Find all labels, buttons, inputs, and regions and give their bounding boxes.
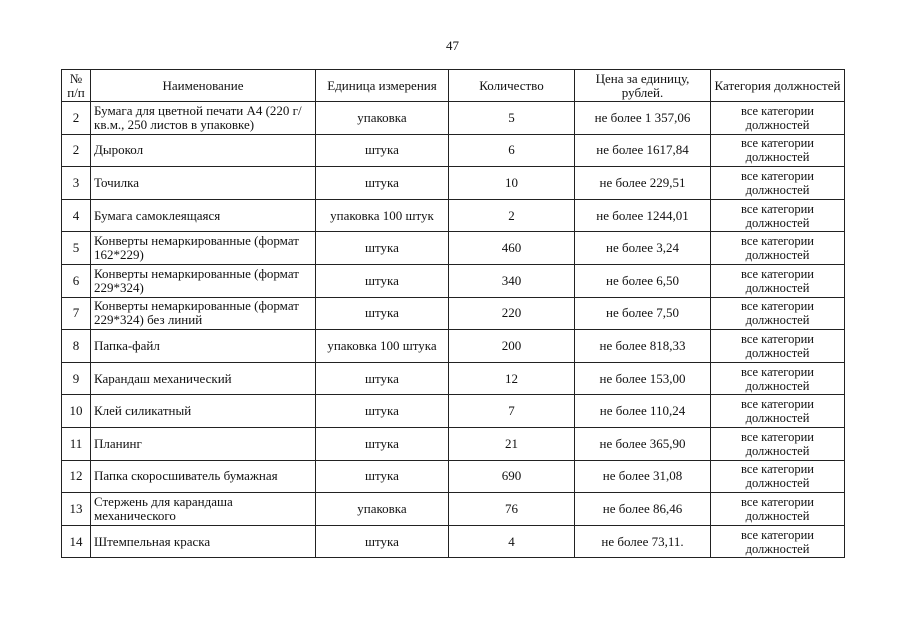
header-category: Категория должностей: [711, 70, 845, 102]
cell-category: все категории должностей: [711, 134, 845, 167]
cell-unit: упаковка 100 штук: [316, 199, 449, 232]
cell-price: не более 31,08: [575, 460, 711, 493]
cell-quantity: 76: [449, 493, 575, 526]
cell-unit: штука: [316, 362, 449, 395]
cell-category: все категории должностей: [711, 297, 845, 330]
cell-name: Бумага для цветной печати А4 (220 г/кв.м., 250 листов в упаковке): [91, 102, 316, 135]
table-row: [62, 362, 845, 395]
cell-category: все категории должностей: [711, 330, 845, 363]
cell-num: 10: [62, 395, 91, 428]
cell-quantity: 2: [449, 199, 575, 232]
cell-name: Бумага самоклеящаяся: [91, 199, 316, 232]
cell-category: все категории должностей: [711, 232, 845, 265]
cell-num: 2: [62, 102, 91, 135]
cell-name: Планинг: [91, 427, 316, 460]
cell-category: все категории должностей: [711, 395, 845, 428]
table-body: [62, 102, 845, 558]
cell-num: 3: [62, 167, 91, 200]
procurement-table: [61, 69, 845, 558]
cell-unit: штука: [316, 297, 449, 330]
cell-num: 14: [62, 525, 91, 558]
cell-category: все категории должностей: [711, 427, 845, 460]
cell-price: не более 86,46: [575, 493, 711, 526]
cell-num: 7: [62, 297, 91, 330]
cell-price: не более 1 357,06: [575, 102, 711, 135]
cell-num: 8: [62, 330, 91, 363]
cell-price: не более 153,00: [575, 362, 711, 395]
cell-quantity: 21: [449, 427, 575, 460]
cell-unit: штука: [316, 167, 449, 200]
cell-price: не более 1617,84: [575, 134, 711, 167]
table-row: [62, 395, 845, 428]
cell-unit: штука: [316, 460, 449, 493]
cell-unit: упаковка: [316, 102, 449, 135]
cell-num: 9: [62, 362, 91, 395]
cell-quantity: 340: [449, 264, 575, 297]
cell-quantity: 10: [449, 167, 575, 200]
cell-name: Конверты немаркированные (формат 162*229): [91, 232, 316, 265]
cell-category: все категории должностей: [711, 167, 845, 200]
cell-price: не более 6,50: [575, 264, 711, 297]
header-num: № п/п: [62, 70, 91, 102]
cell-price: не более 365,90: [575, 427, 711, 460]
cell-category: все категории должностей: [711, 493, 845, 526]
header-qty: Количество: [449, 70, 575, 102]
cell-category: все категории должностей: [711, 264, 845, 297]
cell-num: 13: [62, 493, 91, 526]
cell-unit: штука: [316, 264, 449, 297]
table-row: [62, 297, 845, 330]
cell-num: 6: [62, 264, 91, 297]
cell-price: не более 1244,01: [575, 199, 711, 232]
cell-num: 2: [62, 134, 91, 167]
cell-num: 4: [62, 199, 91, 232]
cell-unit: упаковка: [316, 493, 449, 526]
cell-quantity: 4: [449, 525, 575, 558]
cell-name: Дырокол: [91, 134, 316, 167]
cell-category: все категории должностей: [711, 460, 845, 493]
cell-unit: штука: [316, 525, 449, 558]
cell-price: не более 73,11.: [575, 525, 711, 558]
cell-name: Папка-файл: [91, 330, 316, 363]
cell-num: 12: [62, 460, 91, 493]
cell-category: все категории должностей: [711, 525, 845, 558]
table-row: [62, 232, 845, 265]
cell-price: не более 110,24: [575, 395, 711, 428]
cell-category: все категории должностей: [711, 102, 845, 135]
cell-unit: штука: [316, 427, 449, 460]
table-row: [62, 199, 845, 232]
cell-quantity: 690: [449, 460, 575, 493]
table-row: [62, 493, 845, 526]
cell-price: не более 7,50: [575, 297, 711, 330]
table-row: [62, 102, 845, 135]
cell-name: Клей силикатный: [91, 395, 316, 428]
header-name: Наименование: [91, 70, 316, 102]
table-header-row: [62, 70, 845, 102]
cell-quantity: 6: [449, 134, 575, 167]
page-number: 47: [446, 38, 459, 53]
cell-price: не более 818,33: [575, 330, 711, 363]
cell-name: Штемпельная краска: [91, 525, 316, 558]
header-price: Цена за единицу, рублей.: [575, 70, 711, 102]
table-row: [62, 264, 845, 297]
cell-category: все категории должностей: [711, 362, 845, 395]
cell-name: Конверты немаркированные (формат 229*324): [91, 264, 316, 297]
table-row: [62, 330, 845, 363]
cell-price: не более 3,24: [575, 232, 711, 265]
table-row: [62, 134, 845, 167]
cell-category: все категории должностей: [711, 199, 845, 232]
table-row: [62, 525, 845, 558]
cell-quantity: 460: [449, 232, 575, 265]
cell-num: 5: [62, 232, 91, 265]
table-row: [62, 460, 845, 493]
table-row: [62, 167, 845, 200]
cell-quantity: 12: [449, 362, 575, 395]
table-row: [62, 427, 845, 460]
cell-num: 11: [62, 427, 91, 460]
cell-quantity: 7: [449, 395, 575, 428]
cell-unit: штука: [316, 134, 449, 167]
cell-quantity: 200: [449, 330, 575, 363]
cell-name: Стержень для карандаша механического: [91, 493, 316, 526]
table-header: [62, 70, 845, 102]
header-unit: Единица измерения: [316, 70, 449, 102]
cell-name: Карандаш механический: [91, 362, 316, 395]
cell-name: Точилка: [91, 167, 316, 200]
cell-quantity: 220: [449, 297, 575, 330]
cell-unit: упаковка 100 штука: [316, 330, 449, 363]
cell-name: Папка скоросшиватель бумажная: [91, 460, 316, 493]
cell-name: Конверты немаркированные (формат 229*324) без линий: [91, 297, 316, 330]
cell-unit: штука: [316, 232, 449, 265]
cell-quantity: 5: [449, 102, 575, 135]
cell-unit: штука: [316, 395, 449, 428]
cell-price: не более 229,51: [575, 167, 711, 200]
